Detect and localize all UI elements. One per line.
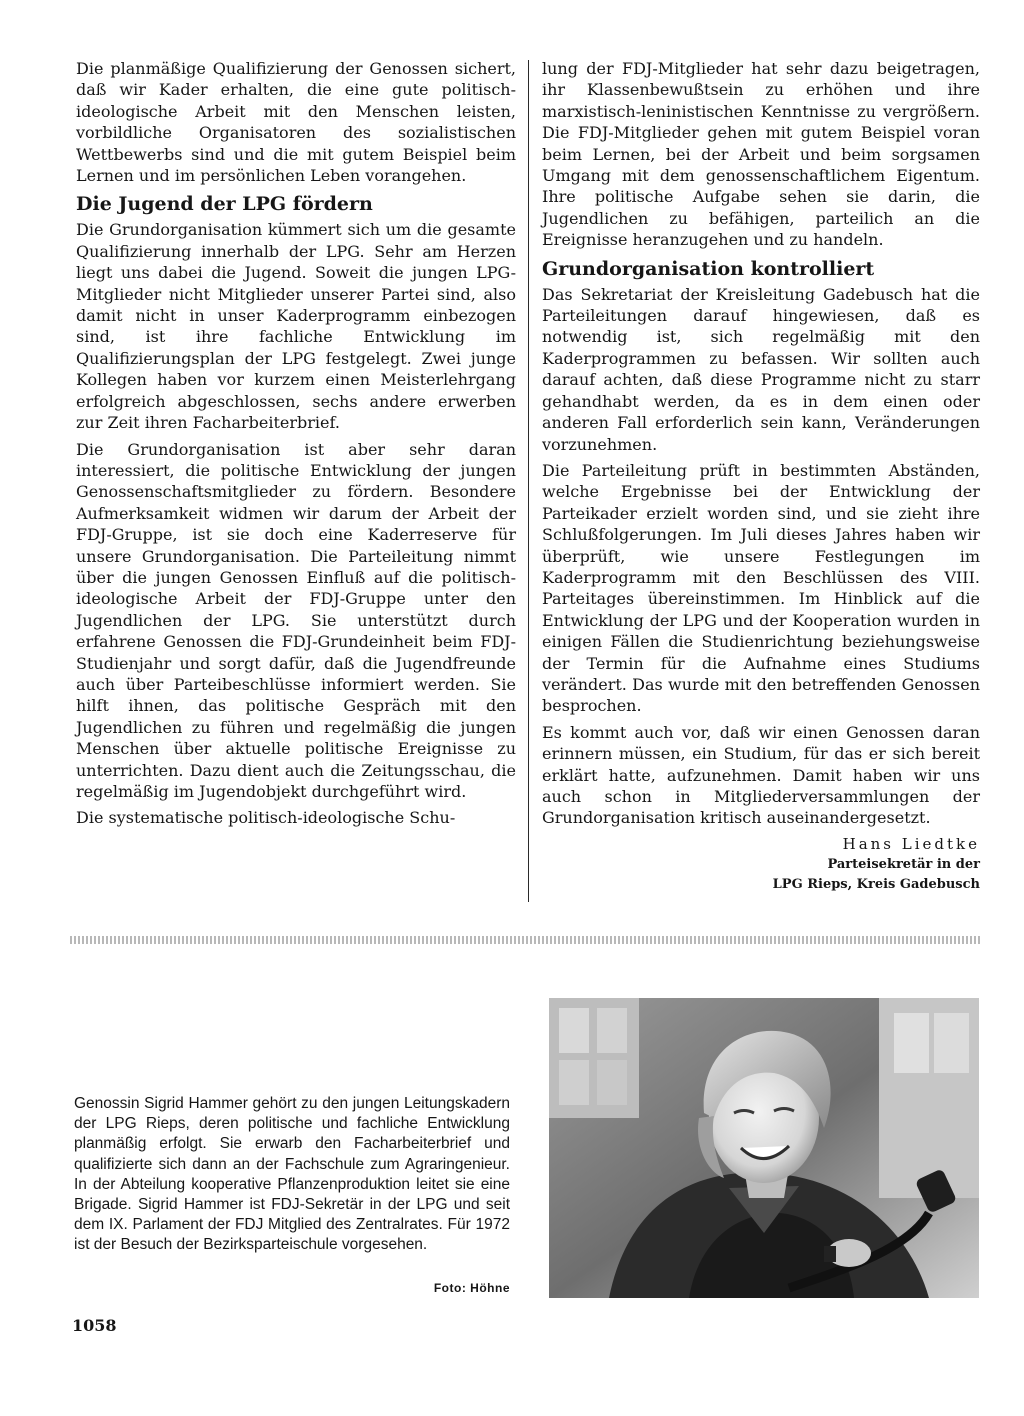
page-number: 1058 — [72, 1316, 117, 1335]
right-paragraph-3: Die Parteileitung prüft in bestimmten Abständen, welche Ergebnisse bei der Entwicklung der Parteikader erzielt worden sind, und sie zieht ihre Schlußfolgerungen. Im Juli dieses Jahres haben wir überprüft, wie unsere Festlegungen im Kaderprogramm mit den Beschlüssen des VIII. Parteitages übereinstimmen. Im Hinblick auf die Entwicklung der LPG und der Kooperation wurden in einigen Fällen die Studienrichtung beziehungsweise der Termin für die Aufnahme eines Studiums verändert. Das wurde mit den betreffenden Genossen besprochen. — [542, 460, 980, 716]
section-separator — [70, 936, 982, 944]
section-heading-kontrolliert: Grundorganisation kontrolliert — [542, 257, 875, 280]
author-role: Parteisekretär in der — [827, 856, 980, 872]
left-paragraph-1: Die planmäßige Qualifizierung der Genossen sichert, daß wir Kader erhalten, die eine gute politisch-ideologische Arbeit mit den Menschen leisten, vorbildliche Organisatoren des sozialistischen Wettbewerbs sind und die mit gutem Beispiel beim Lernen und im persönlichen Leben vorangehen. — [76, 59, 516, 186]
right-paragraph-1: lung der FDJ-Mitglieder hat sehr dazu beigetragen, ihr Klassenbewußtsein zu erhöhen und ihre marxistisch-leninistischen Kenntnisse zu vergrößern. Die FDJ-Mitglieder gehen mit gutem Beispiel voran beim Lernen, bei der Arbeit und beim sorgsamen Umgang mit dem genossenschaftlichem Eigentum. Ihre politische Aufgabe sehen sie darin, die Jugendlichen zu befähigen, parteilich an die Ereignisse heranzugehen und zu handeln. — [542, 59, 980, 250]
right-paragraph-4: Es kommt auch vor, daß wir einen Genossen daran erinnern müssen, ein Studium, für das er sich bereit erklärt hatte, aufzunehmen. Damit haben wir uns auch schon in Mitgliederversammlungen der Grundorganisation kritisch auseinandergesetzt. — [542, 722, 980, 828]
left-paragraph-4: Die systematische politisch-ideologische Schu- — [76, 808, 456, 828]
section-heading-jugend: Die Jugend der LPG fördern — [76, 193, 373, 216]
author-name: Hans Liedtke — [842, 834, 980, 853]
photo-credit: Foto: Höhne — [433, 1281, 510, 1295]
author-signature — [542, 834, 980, 895]
column-divider — [528, 60, 529, 902]
photo-caption — [74, 1094, 510, 1256]
right-paragraph-2: Das Sekretariat der Kreisleitung Gadebusch hat die Parteileitungen darauf hingewiesen, daß es notwendig ist, sich regelmäßig mit den Kaderprogrammen zu befassen. Wir sollten auch darauf achten, daß diese Programme nicht zu starr gehandhabt werden, da es in dem einen oder anderen Fall erforderlich sein kann, Veränderungen vorzunehmen. — [542, 284, 980, 454]
left-column — [76, 58, 516, 834]
author-organization: LPG Rieps, Kreis Gadebusch — [772, 876, 980, 892]
left-paragraph-2: Die Grundorganisation kümmert sich um die gesamte Qualifizierung innerhalb der LPG. Sehr am Herzen liegt uns dabei die Jugend. Soweit die jungen LPG-Mitglieder nicht Mitglieder unserer Partei sind, also damit nicht in unser Kaderprogramm einbezogen sind, ist ihre fachliche Entwicklung im Qualifizierungsplan der LPG festgelegt. Zwei junge Kollegen haben vor kurzem einen Meisterlehrgang erfolgreich abgeschlossen, sechs andere erwerben zur Zeit ihren Facharbeiterbrief. — [76, 220, 516, 433]
right-column — [542, 58, 980, 895]
portrait-photo — [549, 998, 979, 1298]
left-paragraph-3: Die Grundorganisation ist aber sehr daran interessiert, die politische Entwicklung der jungen Genossenschaftsmitglieder zu fördern. Besondere Aufmerksamkeit widmen wir darum der Arbeit der FDJ-Gruppe, ist sie doch eine Kaderreserve für unsere Grundorganisation. Die Parteileitung nimmt über die jungen Genossen Einfluß auf die politisch-ideologische Arbeit der FDJ-Gruppe unter den Jugendlichen der LPG. Sie unterstützt durch erfahrene Genossen die FDJ-Grundeinheit beim FDJ-Studienjahr und sorgt dafür, daß die Jugendfreunde auch über Parteibeschlüsse informiert werden. Sie hilft ihnen, das politische Gespräch mit den Jugendlichen zu führen und regelmäßig die jungen Menschen über aktuelle politische Ereignisse zu unterrichten. Dazu dient auch die Zeitungsschau, die regelmäßig im Jugendobjekt durchgeführt wird. — [76, 439, 516, 801]
caption-text: Genossin Sigrid Hammer gehört zu den jungen Leitungskadern der LPG Rieps, deren politische und fachliche Entwicklung planmäßig erfolgt. Sie erwarb den Facharbeiterbrief und qualifizierte sich dann an der Fachschule zum Agraringenieur. In der Abteilung kooperative Pflanzenproduktion leitet sie eine Brigade. Sigrid Hammer ist FDJ-Sekretär in der LPG und seit dem IX. Parlament der FDJ Mitglied des Zentralrates. Für 1972 ist der Besuch der Bezirksparteischule vorgesehen. — [74, 1095, 510, 1254]
